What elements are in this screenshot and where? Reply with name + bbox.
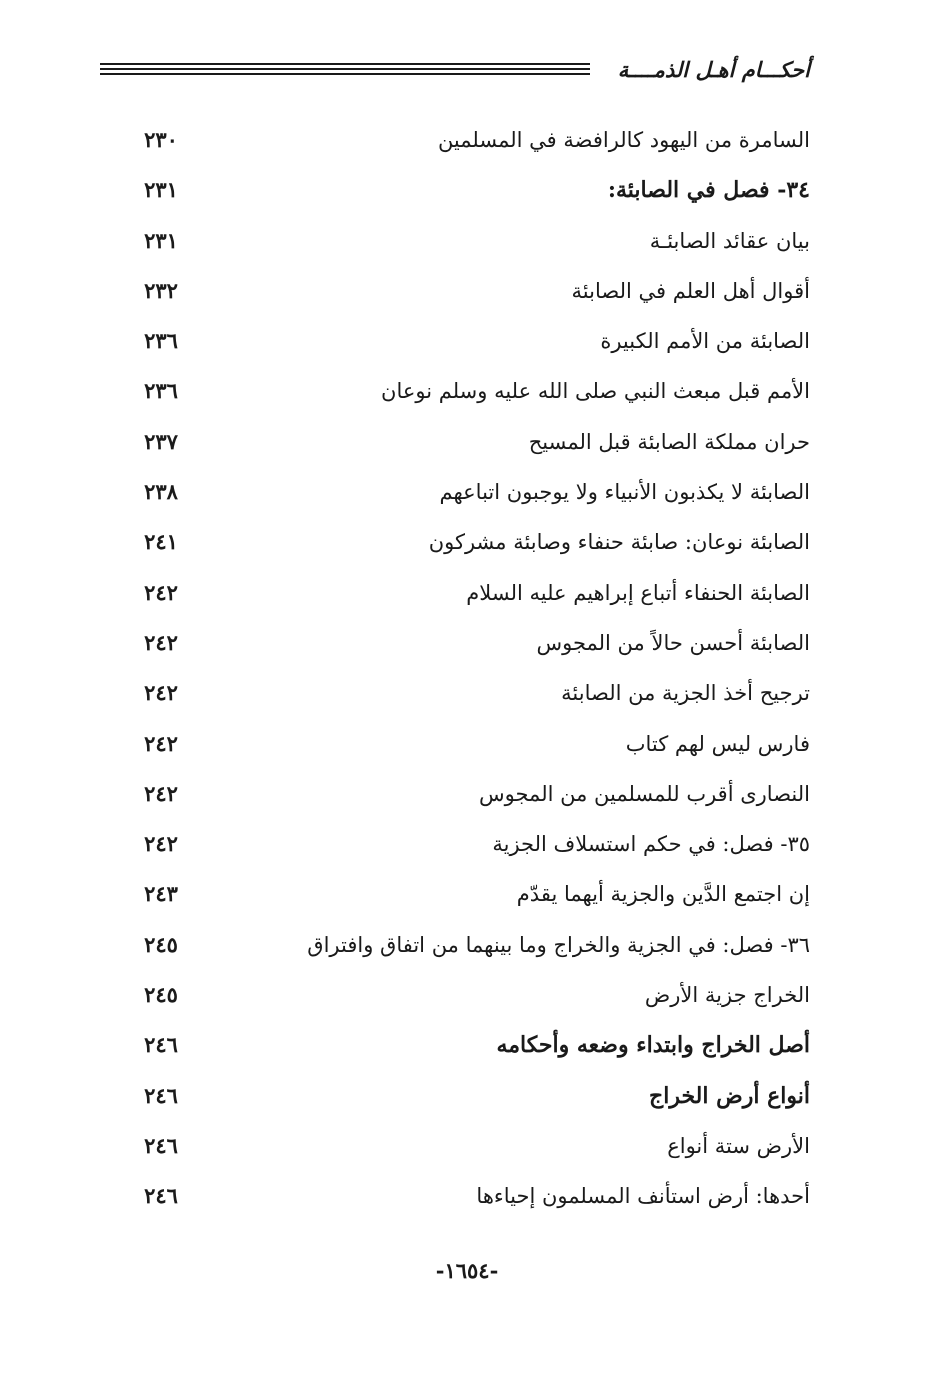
toc-section-heading xyxy=(120,921,810,971)
toc-page-number: ٢٣٦ xyxy=(144,378,178,404)
toc-entry-title: الصابئة لا يكذبون الأنبياء ولا يوجبون اتباعهم xyxy=(439,480,810,505)
toc-page-number: ٢٤٥ xyxy=(144,982,178,1008)
toc-entry-title: ترجيح أخذ الجزية من الصابئة xyxy=(561,681,810,706)
toc-row xyxy=(120,720,810,770)
toc-row xyxy=(120,317,810,367)
toc-page-number: ٢٤٢ xyxy=(144,831,178,857)
toc-row xyxy=(120,367,810,417)
toc-subheading xyxy=(120,1072,810,1122)
page-number-footer: -١٦٥٤- xyxy=(435,1258,499,1283)
toc-entry-title: الأرض ستة أنواع xyxy=(667,1133,810,1158)
toc-page-number: ٢٤٦ xyxy=(144,1132,178,1158)
toc-section-heading xyxy=(120,166,810,216)
toc-entry-title: إن اجتمع الدَّين والجزية أيهما يقدّم xyxy=(516,882,810,907)
toc-entry-title: أنواع أرض الخراج xyxy=(649,1082,810,1109)
toc-page-number: ٢٤٢ xyxy=(144,629,178,655)
toc-row xyxy=(120,518,810,568)
toc-page-number: ٢٤٢ xyxy=(144,780,178,806)
toc-entry-title: ٣٥- فصل: في حكم استسلاف الجزية xyxy=(492,832,810,857)
toc-row xyxy=(120,267,810,317)
toc-page-number: ٢٣١ xyxy=(144,177,178,203)
toc-entry-title: السامرة من اليهود كالرافضة في المسلمين xyxy=(437,128,810,152)
toc-row xyxy=(120,1172,810,1222)
toc-entry-title: الصابئة من الأمم الكبيرة xyxy=(600,329,810,354)
toc-row xyxy=(120,1122,810,1172)
toc-entry-title: أصل الخراج وابتداء وضعه وأحكامه xyxy=(496,1032,810,1059)
toc-row xyxy=(120,669,810,719)
toc-row xyxy=(120,870,810,920)
toc-entry-title: النصارى أقرب للمسلمين من المجوس xyxy=(479,781,810,806)
toc-entry-title: الصابئة أحسن حالاً من المجوس xyxy=(536,630,810,655)
toc-page-number: ٢٤١ xyxy=(144,529,178,555)
toc-page-number: ٢٤٢ xyxy=(144,680,178,706)
toc-row xyxy=(120,116,810,166)
header-double-rule xyxy=(100,63,590,75)
toc-entry-title: ٣٤- فصل في الصابئة: xyxy=(607,177,810,204)
toc-page-number: ٢٤٢ xyxy=(144,579,178,605)
toc-entry-title: فارس ليس لهم كتاب xyxy=(625,731,810,756)
toc-page-number: ٢٤٦ xyxy=(144,1032,178,1058)
header-title: أحكـــام أهـل الذمــــة xyxy=(617,57,810,82)
toc-entry-title: أقوال أهل العلم في الصابئة xyxy=(571,278,810,303)
toc-page-number: ٢٤٥ xyxy=(144,931,178,957)
toc-page-number: ٢٣٢ xyxy=(144,277,178,303)
toc-page-number: ٢٣٠ xyxy=(144,127,178,152)
toc-entry-title: الصابئة نوعان: صابئة حنفاء وصابئة مشركون xyxy=(428,530,810,555)
toc-entry-title: بيان عقائد الصابئـة xyxy=(649,228,810,253)
toc-page-number: ٢٣٧ xyxy=(144,428,178,454)
toc-row xyxy=(120,770,810,820)
toc-row xyxy=(120,418,810,468)
toc-page-number: ٢٣٦ xyxy=(144,328,178,354)
toc-page-number: ٢٤٣ xyxy=(144,881,178,907)
toc-row xyxy=(120,569,810,619)
toc-entry-title: أحدها: أرض استأنف المسلمون إحياءها xyxy=(476,1184,810,1209)
toc-page-number: ٢٤٦ xyxy=(144,1183,178,1209)
toc-entry-title: الخراج جزية الأرض xyxy=(644,983,810,1008)
toc-subheading xyxy=(120,1021,810,1071)
toc-entry-title: حران مملكة الصابئة قبل المسيح xyxy=(528,429,810,454)
toc-row xyxy=(120,468,810,518)
running-header xyxy=(100,56,810,86)
toc-page-number: ٢٤٢ xyxy=(144,730,178,756)
toc-row xyxy=(120,971,810,1021)
toc-row xyxy=(120,619,810,669)
toc-page-number: ٢٣٨ xyxy=(144,479,178,505)
toc-page-number: ٢٣١ xyxy=(144,227,178,253)
toc-entry-title: الصابئة الحنفاء أتباع إبراهيم عليه السلام xyxy=(466,580,810,605)
toc-page-number: ٢٤٦ xyxy=(144,1082,178,1108)
toc-entry-title: ٣٦- فصل: في الجزية والخراج وما بينهما من اتفاق وافتراق xyxy=(307,932,810,957)
toc-row xyxy=(120,217,810,267)
toc-entry-title: الأمم قبل مبعث النبي صلى الله عليه وسلم نوعان xyxy=(381,379,810,404)
toc-section-heading xyxy=(120,820,810,870)
table-of-contents xyxy=(120,116,810,1223)
